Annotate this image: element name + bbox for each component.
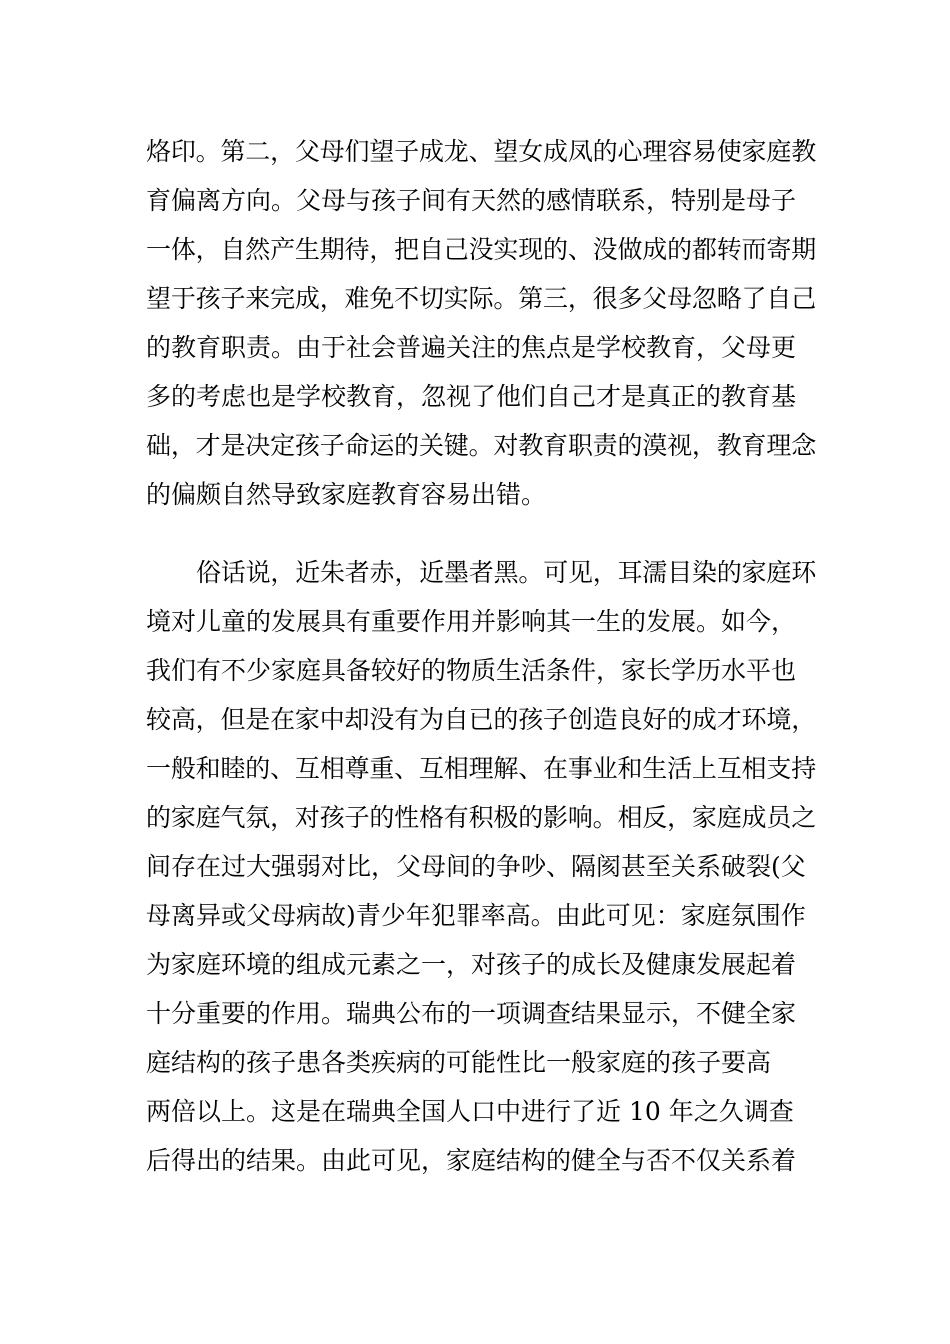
- paragraph-line: 育偏离方向。父母与孩子间有天然的感情联系，特别是母子: [146, 186, 797, 215]
- paragraph-line: 础，才是决定孩子命运的关键。对教育职责的漠视，教育理念: [146, 431, 817, 460]
- paragraph-line: 较高，但是在家中却没有为自已的孩子创造良好的成才环境，: [146, 705, 817, 734]
- paragraph-line: 的家庭气氛，对孩子的性格有积极的影响。相反，家庭成员之: [146, 803, 817, 832]
- paragraph-line: 境对儿童的发展具有重要作用并影响其一生的发展。如今，: [146, 607, 797, 636]
- paragraph-line: 庭结构的孩子患各类疾病的可能性比一般家庭的孩子要高: [146, 1048, 772, 1077]
- paragraph-line: 一体，自然产生期待，把自己没实现的、没做成的都转而寄期: [146, 235, 817, 264]
- paragraph-line: 间存在过大强弱对比，父母间的争吵、隔阂甚至关系破裂(父: [146, 852, 806, 881]
- paragraph-line: 的偏颇自然导致家庭教育容易出错。: [146, 480, 547, 509]
- paragraph-line: 多的考虑也是学校教育，忽视了他们自己才是真正的教育基: [146, 382, 797, 411]
- paragraph-line: 十分重要的作用。瑞典公布的一项调查结果显示，不健全家: [146, 999, 797, 1028]
- paragraph-line: 为家庭环境的组成元素之一，对孩子的成长及健康发展起着: [146, 950, 797, 979]
- paragraph-line: 母离异或父母病故)青少年犯罪率高。由此可见：家庭氛围作: [146, 901, 806, 930]
- paragraph-line: 我们有不少家庭具备较好的物质生活条件，家长学历水平也: [146, 656, 797, 685]
- paragraph-line: 俗话说，近朱者赤，近墨者黑。可见，耳濡目染的家庭环: [196, 558, 817, 587]
- paragraph-line: 烙印。第二，父母们望子成龙、望女成凤的心理容易使家庭教: [146, 137, 817, 166]
- paragraph-line: 望于孩子来完成，难免不切实际。第三，很多父母忽略了自己: [146, 284, 817, 313]
- paragraph-line: 的教育职责。由于社会普遍关注的焦点是学校教育，父母更: [146, 333, 797, 362]
- paragraph-line: 两倍以上。这是在瑞典全国人口中进行了近 10 年之久调查: [146, 1097, 794, 1126]
- paragraph-line: 后得出的结果。由此可见，家庭结构的健全与否不仅关系着: [146, 1146, 797, 1175]
- paragraph-line: 一般和睦的、互相尊重、互相理解、在事业和生活上互相支持: [146, 754, 817, 783]
